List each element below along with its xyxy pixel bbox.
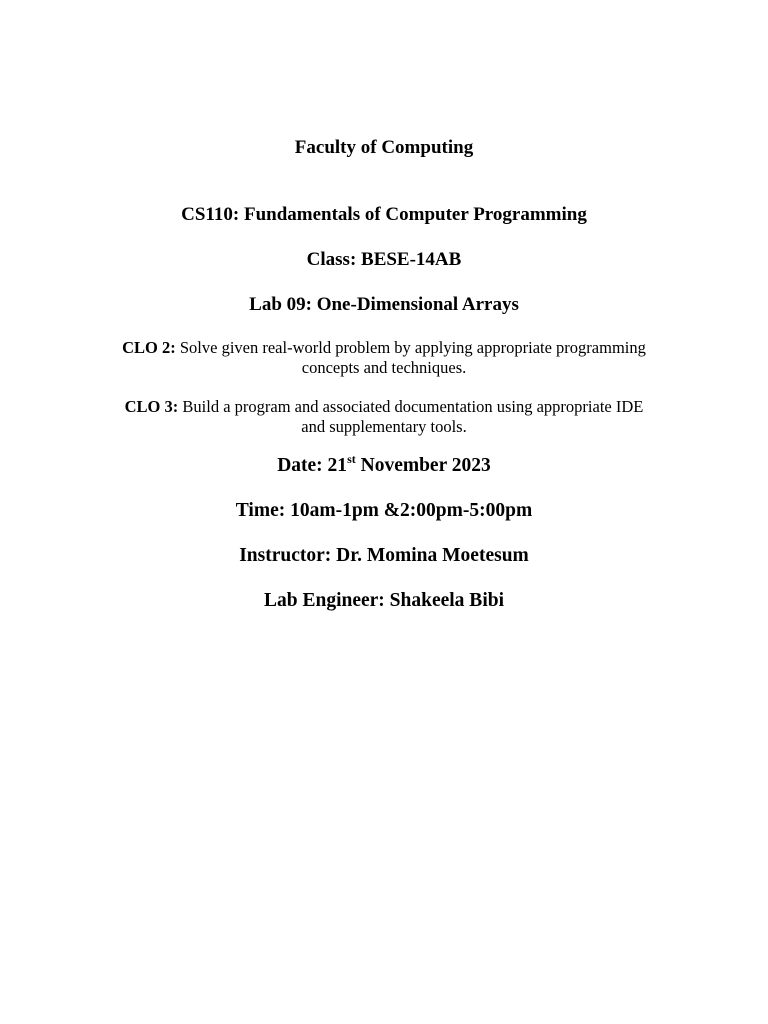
clo2-text-2: concepts and techniques. <box>301 358 467 377</box>
clo2-block <box>84 338 684 378</box>
instructor-line: Instructor: Dr. Momina Moetesum <box>239 545 529 566</box>
clo3-text-2: and supplementary tools. <box>301 417 467 436</box>
time-line: Time: 10am-1pm &2:00pm-5:00pm <box>235 500 533 521</box>
clo3-block <box>84 397 684 437</box>
date-rest: November 2023 <box>355 455 491 476</box>
lab-engineer-line: Lab Engineer: Shakeela Bibi <box>264 590 504 611</box>
clo3-text-1: Build a program and associated documentation using appropriate IDE <box>178 397 644 416</box>
date-ordinal-suffix: st <box>347 451 356 466</box>
date-prefix: Date: 21 <box>277 455 348 476</box>
clo3-label: CLO 3: <box>124 397 179 416</box>
clo2-text-1: Solve given real-world problem by applying appropriate programming <box>175 338 646 357</box>
clo2-label: CLO 2: <box>122 338 176 357</box>
course-title: CS110: Fundamentals of Computer Programming <box>181 204 587 225</box>
clo3-line-1 <box>84 397 684 417</box>
clo2-line-1 <box>84 338 684 358</box>
faculty-title: Faculty of Computing <box>294 137 474 158</box>
class-label: Class: BESE-14AB <box>306 249 462 270</box>
lab-title: Lab 09: One-Dimensional Arrays <box>249 294 519 315</box>
date-line <box>0 451 768 477</box>
